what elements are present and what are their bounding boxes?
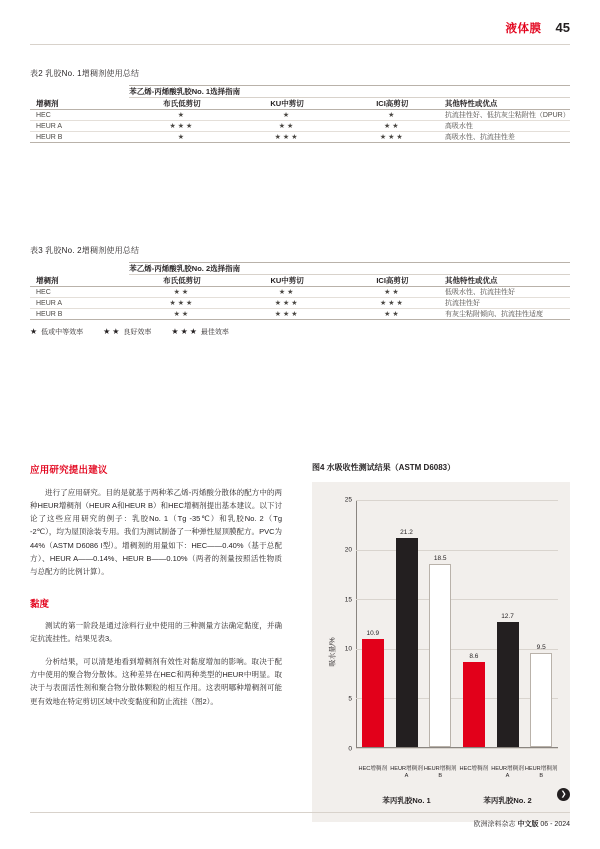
chart-bar-value: 8.6	[469, 653, 479, 661]
chart-bar-slot	[524, 500, 558, 747]
footer-divider	[30, 812, 570, 813]
cell-ici: ★★	[340, 121, 445, 132]
footer-text-plain: 欧洲涂料杂志	[473, 821, 518, 828]
table-2-col-ku: KU中剪切	[234, 98, 339, 110]
legend-label-low: 低或中等效率	[41, 329, 84, 336]
cell-ici: ★★	[340, 287, 445, 298]
chart-x-tick-label: HEC增稠剂	[459, 766, 489, 773]
chart-x-tick-labels	[356, 766, 558, 780]
table-2	[30, 85, 570, 143]
table-row	[30, 121, 570, 132]
cell-brookfield: ★★	[129, 309, 234, 320]
cell-ku: ★★★	[235, 298, 340, 309]
chart-x-tick-label: HEUR增稠剂A	[390, 766, 423, 780]
chart-x-tick-label: HEC增稠剂	[358, 766, 388, 773]
table-2-col-notes: 其他特性或优点	[445, 98, 570, 110]
cell-name: HEC	[30, 110, 129, 121]
chart-y-tick: 15	[344, 596, 352, 604]
publication-title: 液体膜	[505, 23, 542, 35]
cell-notes: 低吸水性、抗流挂性好	[445, 287, 570, 298]
chart-bar-slot	[356, 500, 390, 747]
table-2-col-thickener: 增稠剂	[30, 98, 129, 110]
cell-ku: ★★	[235, 287, 340, 298]
table-2-header-row	[30, 98, 570, 110]
cell-notes: 抗流挂性好、低抗灰尘粘附性（DPUR）	[445, 110, 570, 121]
table-3-block	[30, 245, 570, 337]
cell-ku: ★★	[234, 121, 339, 132]
legend-item-good	[103, 327, 151, 337]
cell-ku: ★★★	[234, 132, 339, 143]
subsection-title: 黏度	[30, 598, 50, 610]
table-2-col-ici: ICI高剪切	[340, 98, 445, 110]
chart-bar-slot	[390, 500, 424, 747]
article-right-column	[312, 462, 570, 822]
table-row	[30, 287, 570, 298]
footer-text-bold: 中文版	[517, 821, 539, 828]
cell-name: HEC	[30, 287, 129, 298]
table-3	[30, 262, 570, 320]
table-3-caption: 表3 乳胶No. 2增稠剂使用总结	[30, 246, 140, 255]
cell-ici: ★	[340, 110, 445, 121]
chart-y-tick: 0	[348, 745, 352, 753]
chart-bar-slot	[491, 500, 525, 747]
chart-bar	[362, 639, 384, 747]
chart-y-tick: 25	[344, 496, 352, 504]
page-header	[506, 20, 570, 36]
chart-bar-value: 18.5	[433, 555, 447, 563]
table-3-col-ici: ICI高剪切	[340, 275, 445, 287]
table-3-header-row	[30, 275, 570, 287]
cell-ku: ★	[234, 110, 339, 121]
chart-plot-area	[344, 496, 558, 753]
chart-x-tick-label: HEUR增稠剂B	[524, 766, 558, 780]
legend-item-best	[171, 327, 228, 337]
table-legend	[30, 327, 570, 337]
paragraph-2: 测试的第一阶段是通过涂料行业中使用的三种测量方法确定黏度，并确定抗流挂性。结果见表3。	[30, 620, 282, 643]
legend-item-low	[30, 327, 83, 337]
chart-group-label: 苯丙乳胶No. 2	[483, 796, 532, 805]
chart-x-tick-label: HEUR增稠剂A	[491, 766, 524, 780]
chart-y-tick: 20	[344, 546, 352, 554]
chart-group-label: 苯丙乳胶No. 1	[382, 796, 431, 805]
cell-brookfield: ★★★	[129, 121, 234, 132]
figure-title: 图4 水吸收性测试结果（ASTM D6083）	[312, 463, 456, 472]
cell-notes: 抗流挂性好	[445, 298, 570, 309]
chart-bar-value: 9.5	[536, 644, 546, 652]
table-2-group-spacer	[30, 86, 129, 98]
table-3-group-spacer	[30, 263, 129, 275]
paragraph-1: 进行了应用研究。目的是就基于两种苯乙烯-丙烯酸分散体的配方中的两种HEUR增稠剂（HEUR A和HEUR B）和HEC增稠剂提出基本建议。以下讨论了这些应用研究的例子：乳胶No. 1（Tg -35℃）和乳胶No. 2（Tg -2℃），均为屋顶涂装专用。我们为测试制备了一种弹性屋顶膜配方。PVC为44%（ASTM D6086 I型）。增稠剂的用量如下：HEC——0.40%（基于总配方）、HEUR A——0.14%、HEUR B——0.10%（两者的剂量按照活性物质与总配方的比例计算）。	[30, 488, 282, 576]
cell-ici: ★★★	[340, 298, 445, 309]
paragraph-3: 分析结果，可以清楚地看到增稠剂有效性对黏度增加的影响。取决于配方中使用的聚合物分散体。这种差异在HEC和两种类型的HEUR中明显。取决于与表面活性剂和聚合物分散体颗粒的相互作用。这表明哪种增稠剂可能更有效地在特定剪切区域中改变黏度和防止流挂（图2）。	[30, 657, 282, 706]
cell-brookfield: ★	[129, 110, 234, 121]
table-row	[30, 309, 570, 320]
cell-brookfield: ★★★	[129, 298, 234, 309]
chart-y-tick: 10	[344, 645, 352, 653]
cell-ici: ★★★	[340, 132, 445, 143]
legend-label-good: 良好效率	[123, 329, 152, 336]
cell-brookfield: ★★	[129, 287, 234, 298]
table-3-col-brookfield: 布氏低剪切	[129, 275, 234, 287]
chart-bar	[497, 622, 519, 747]
chart-bar	[463, 662, 485, 747]
cell-name: HEUR A	[30, 121, 129, 132]
legend-stars-good: ★★	[103, 327, 122, 336]
chart-bar-value: 21.2	[400, 528, 413, 536]
table-2-caption: 表2 乳胶No. 1增稠剂使用总结	[30, 69, 140, 78]
chart-y-tick: 5	[348, 695, 352, 703]
cell-notes: 高吸水性	[445, 121, 570, 132]
figure-4	[312, 482, 570, 822]
table-3-group-header-row	[30, 263, 570, 275]
table-row	[30, 298, 570, 309]
footer-imprint	[474, 819, 570, 829]
table-3-col-thickener: 增稠剂	[30, 275, 129, 287]
article-left-column	[30, 462, 282, 718]
legend-stars-low: ★	[30, 327, 40, 336]
table-2-col-brookfield: 布氏低剪切	[129, 98, 234, 110]
table-2-group-header: 苯乙烯-丙烯酸乳胶No. 1选择指南	[129, 86, 570, 98]
cell-notes: 高吸水性、抗流挂性差	[445, 132, 570, 143]
table-3-group-header: 苯乙烯-丙烯酸乳胶No. 2选择指南	[129, 263, 570, 275]
cell-notes: 有灰尘粘附倾向、抗流挂性适度	[445, 309, 570, 320]
chart-gridline	[348, 745, 558, 753]
next-page-arrow-icon[interactable]: ❯	[557, 788, 570, 801]
chart-bars	[356, 500, 558, 747]
table-row	[30, 132, 570, 143]
chart-bar-slot	[457, 500, 491, 747]
table-row	[30, 110, 570, 121]
chart-bar	[396, 538, 418, 747]
footer-text-tail: 06 - 2024	[538, 821, 570, 828]
legend-label-best: 最佳效率	[200, 329, 229, 336]
chart-bar-value: 12.7	[501, 612, 514, 620]
chart-bar-value: 10.9	[366, 630, 380, 638]
table-3-col-notes: 其他特性或优点	[445, 275, 570, 287]
table-2-block	[30, 68, 570, 143]
chart-bar	[530, 653, 552, 747]
cell-name: HEUR B	[30, 309, 129, 320]
legend-stars-best: ★★★	[171, 327, 199, 336]
page-number: 45	[555, 20, 570, 35]
cell-name: HEUR B	[30, 132, 129, 143]
chart-bar	[429, 564, 451, 747]
section-title: 应用研究提出建议	[30, 465, 108, 476]
cell-ici: ★★	[340, 309, 445, 320]
cell-name: HEUR A	[30, 298, 129, 309]
chart-bar-slot	[423, 500, 457, 747]
chart-x-tick-label: HEUR增稠剂B	[423, 766, 457, 780]
table-3-col-ku: KU中剪切	[235, 275, 340, 287]
cell-brookfield: ★	[129, 132, 234, 143]
chart-y-axis-label: 吸水量/%	[329, 637, 337, 667]
table-2-group-header-row	[30, 86, 570, 98]
cell-ku: ★★★	[235, 309, 340, 320]
header-divider	[30, 44, 570, 45]
chart-group-labels	[356, 795, 558, 806]
